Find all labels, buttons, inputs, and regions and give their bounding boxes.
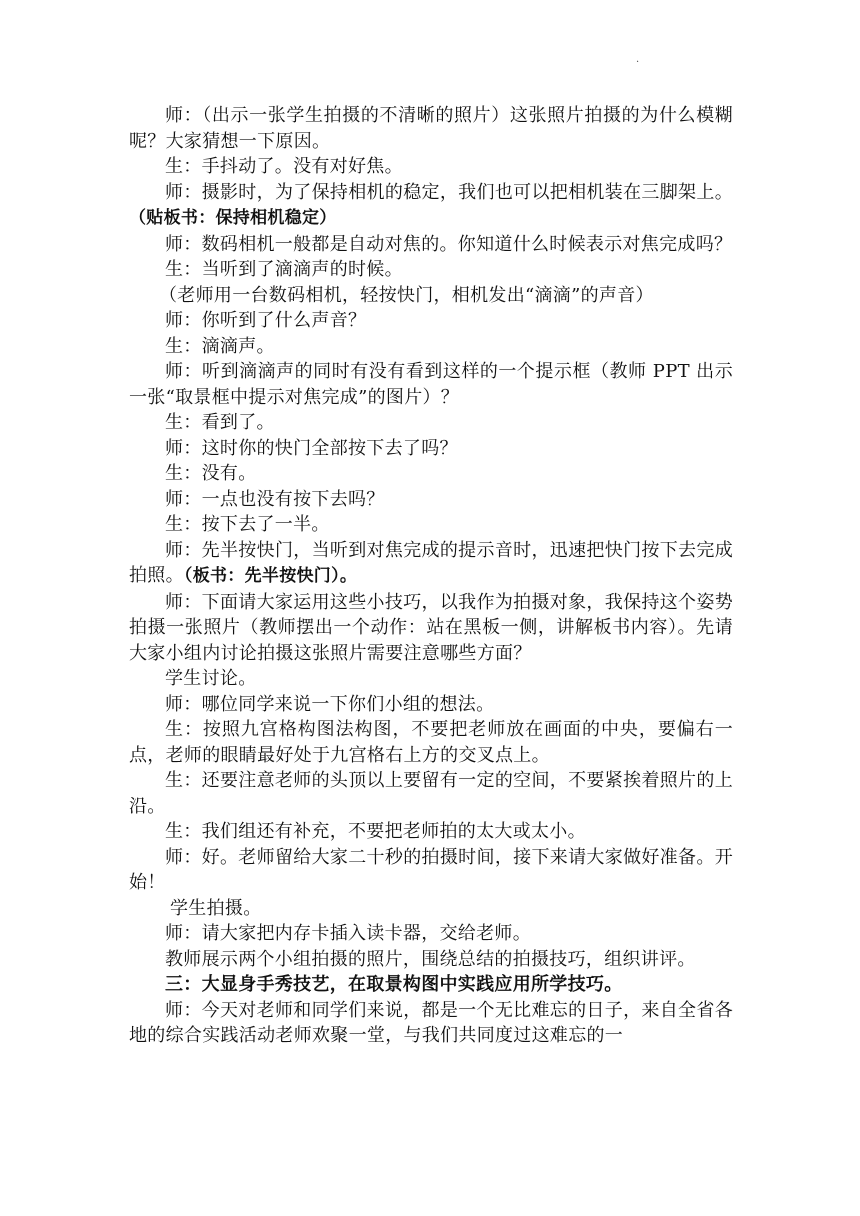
document-body: [129, 103, 733, 1049]
paragraph-18: 师：哪位同学来说一下你们小组的想法。: [165, 693, 495, 715]
paragraph-4: 师：数码相机一般都是自动对焦的。你知道什么时候表示对焦完成吗？: [165, 233, 733, 255]
paragraph-11: 师：这时你的快门全部按下去了吗？: [165, 437, 458, 459]
paragraph-27: 师：今天对老师和同学们来说，都是一个无比难忘的日子，来自全省各地的综合实践活动老师欢聚一堂，与我们共同度过这难忘的一: [129, 999, 733, 1046]
paragraph-19: 生：按照九宫格构图法构图，不要把老师放在画面的中央，要偏右一点，老师的眼睛最好处于九宫格右上方的交叉点上。: [129, 719, 733, 766]
paragraph-2: 生：手抖动了。没有对好焦。: [165, 156, 403, 177]
paragraph-3: 师：摄影时，为了保持相机的稳定，我们也可以把相机装在三脚架上。（贴板书：保持相机稳定）: [129, 181, 733, 228]
paragraph-8: 生：滴滴声。: [165, 335, 275, 357]
paragraph-6: （老师用一台数码相机，轻按快门，相机发出“滴滴”的声音）: [159, 284, 654, 306]
header-mark: ·: [636, 57, 640, 68]
paragraph-7: 师：你听到了什么声音？: [165, 310, 367, 331]
paragraph-13: 师：一点也没有按下去吗？: [165, 488, 385, 510]
paragraph-10: 生：看到了。: [165, 412, 275, 433]
paragraph-15: 师：先半按快门，当听到对焦完成的提示音时，迅速把快门按下去完成拍照。（板书：先半按快门）。: [129, 539, 733, 586]
paragraph-21: 生：我们组还有补充，不要把老师拍的太大或太小。: [165, 821, 586, 842]
paragraph-16: 师：下面请大家运用这些小技巧，以我作为拍摄对象，我保持这个姿势拍摄一张照片（教师摆出一个动作：站在黑板一侧，讲解板书内容）。先请大家小组内讨论拍摄这张照片需要注意哪些方面？: [129, 591, 733, 664]
paragraph-23: 学生拍摄。: [170, 897, 262, 919]
paragraph-1: 师：（出示一张学生拍摄的不清晰的照片）这张照片拍摄的为什么模糊呢？大家猜想一下原因。: [129, 105, 733, 152]
paragraph-24: 师：请大家把内存卡插入读卡器，交给老师。: [165, 923, 531, 944]
paragraph-17: 学生讨论。: [165, 668, 257, 689]
paragraph-22: 师：好。老师留给大家二十秒的拍摄时间，接下来请大家做好准备。开始！: [129, 846, 733, 893]
paragraph-5: 生：当听到了滴滴声的时候。: [165, 259, 403, 280]
board-note-1: （贴板书：保持相机稳定）: [129, 208, 337, 228]
paragraph-20: 生：还要注意老师的头顶以上要留有一定的空间，不要紧挨着照片的上沿。: [129, 770, 733, 817]
section-heading: 三：大显身手秀技艺，在取景构图中实践应用所学技巧。: [165, 974, 623, 995]
paragraph-25: 教师展示两个小组拍摄的照片，围绕总结的拍摄技巧，组织讲评。: [165, 948, 696, 970]
paragraph-14: 生：按下去了一半。: [165, 514, 330, 535]
paragraph-9: 师：听到滴滴声的同时有没有看到这样的一个提示框（教师 PPT 出示一张“取景框中提示对焦完成”的图片）？: [129, 361, 733, 408]
paragraph-12: 生：没有。: [165, 463, 257, 484]
board-note-2: （板书：先半按快门）。: [183, 566, 358, 586]
